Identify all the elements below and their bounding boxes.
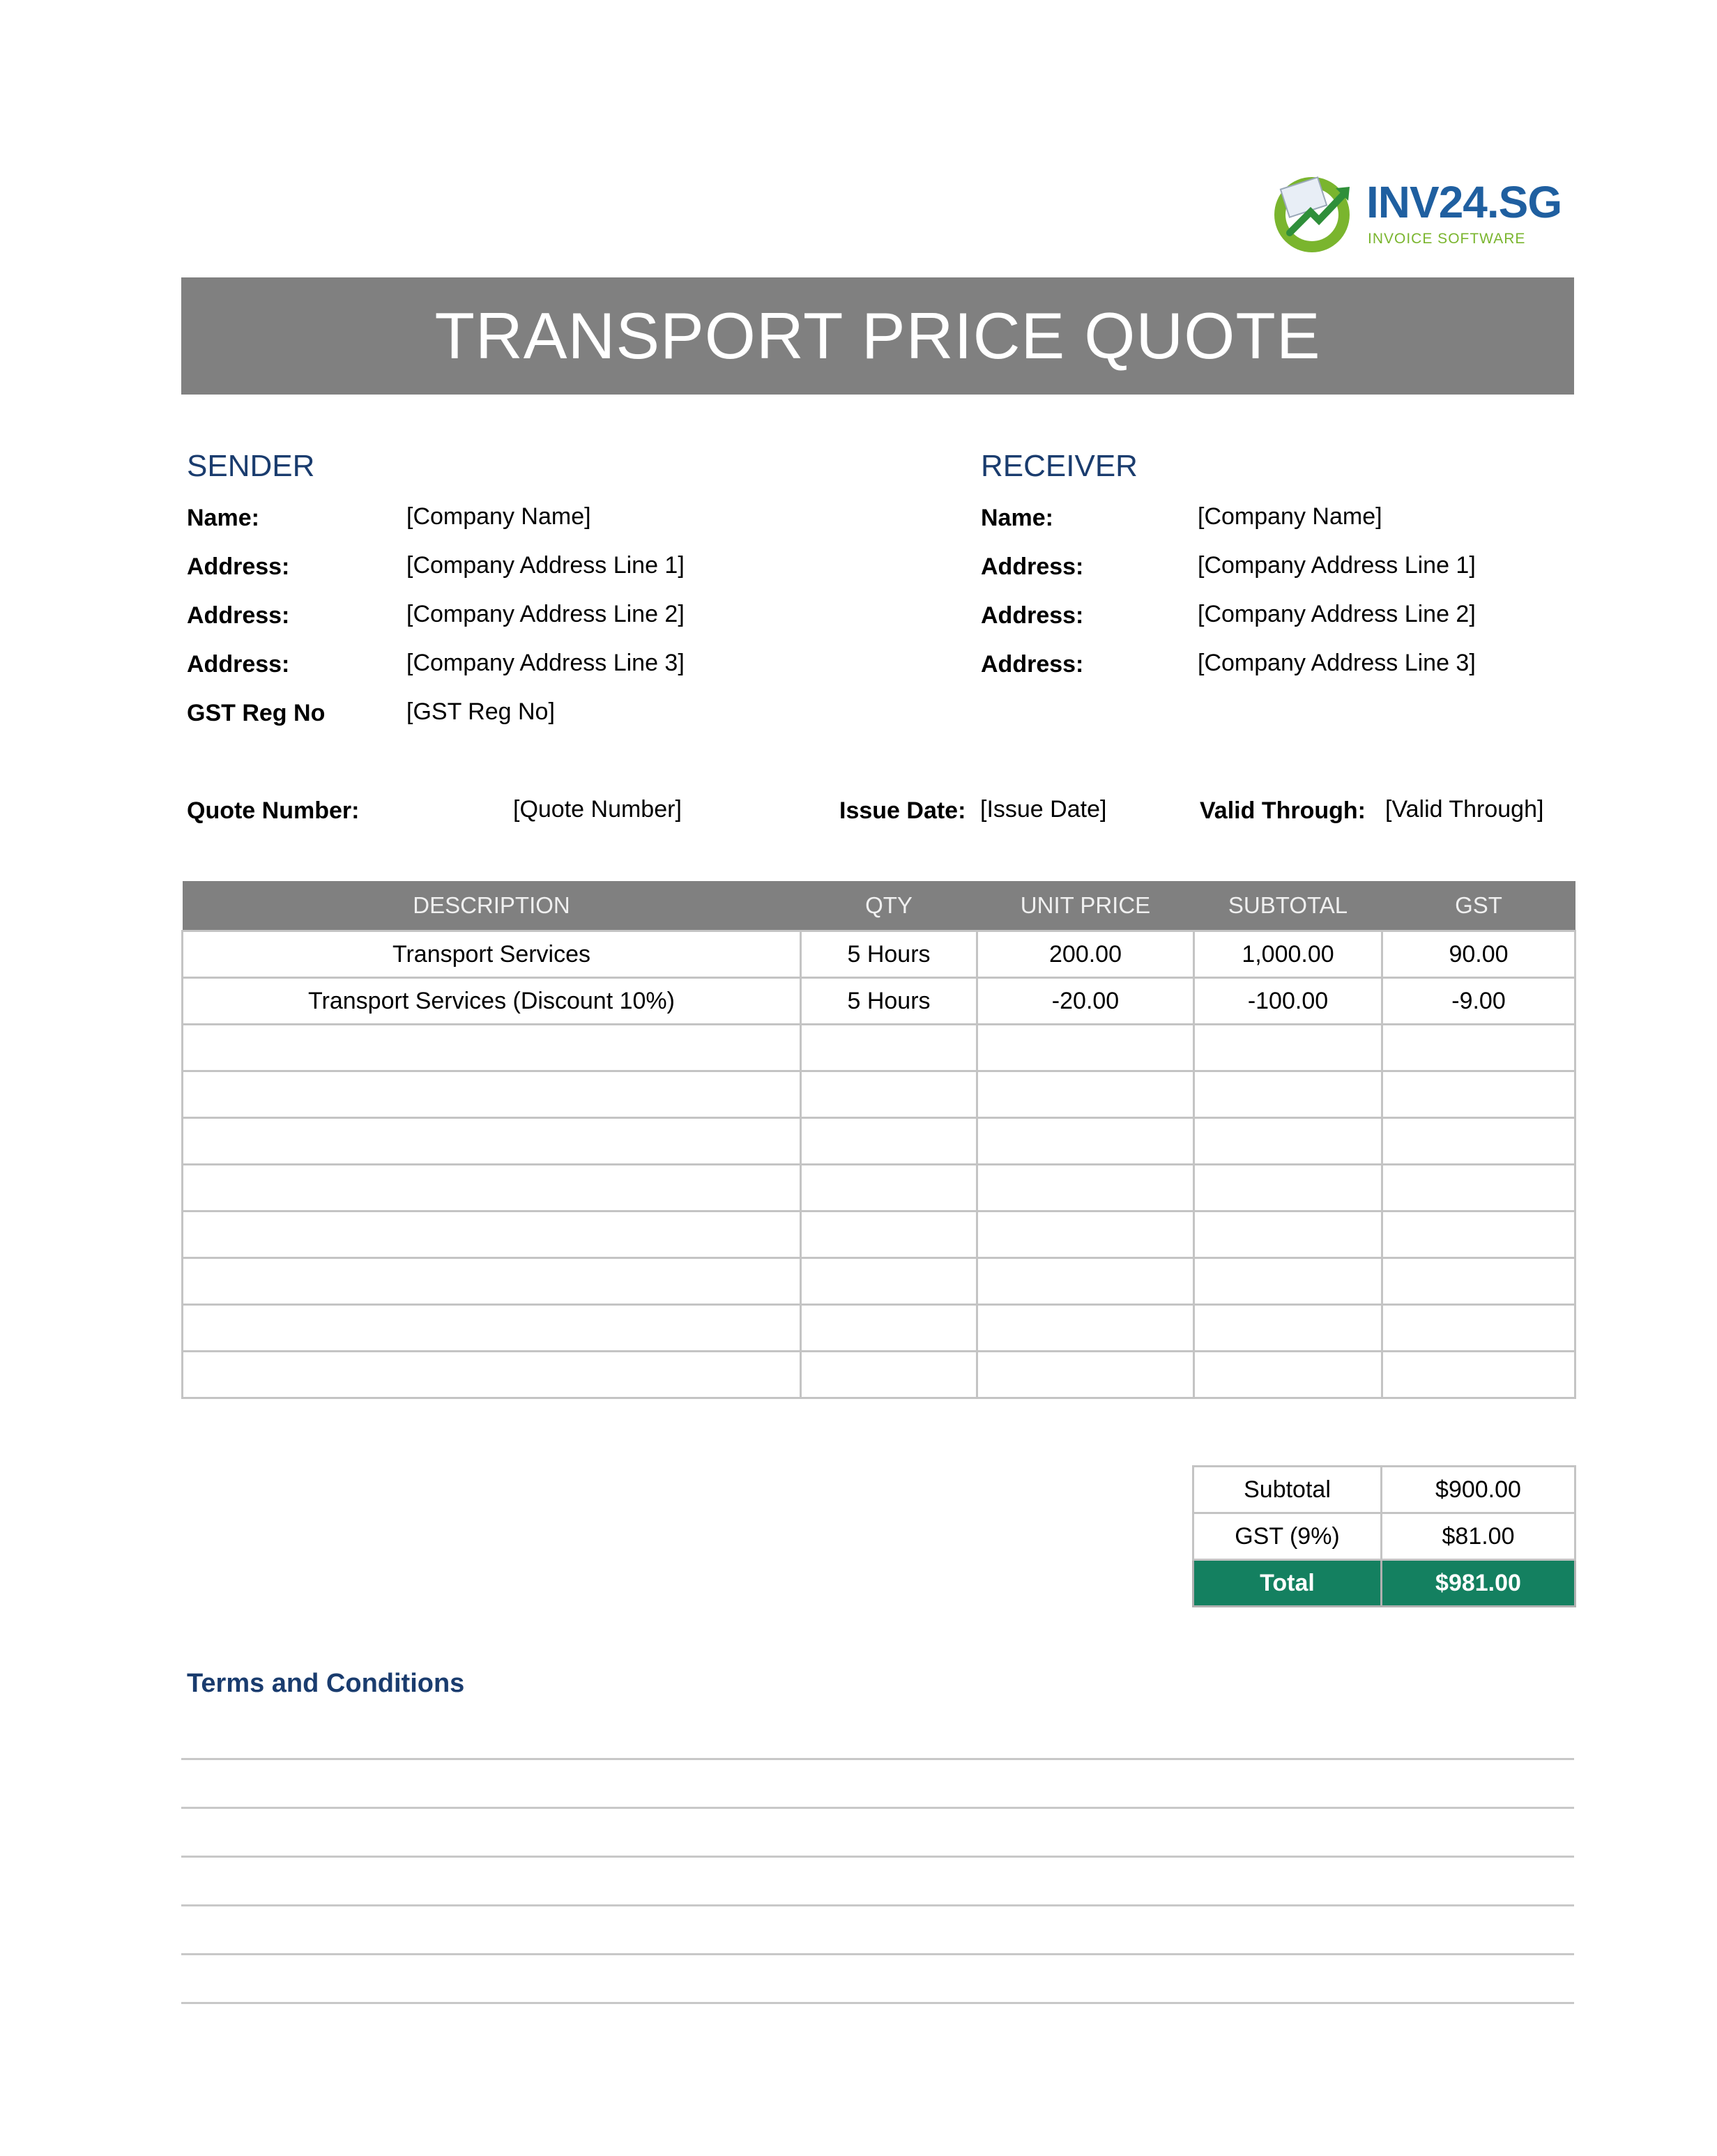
sender-name-value: [Company Name] xyxy=(406,503,591,530)
cell-description xyxy=(183,1211,801,1258)
cell-qty xyxy=(801,1211,977,1258)
issue-date-value: [Issue Date] xyxy=(980,796,1107,823)
quote-number-label: Quote Number: xyxy=(187,797,360,824)
receiver-address1-value: [Company Address Line 1] xyxy=(1198,552,1476,579)
gst-value: $81.00 xyxy=(1382,1513,1575,1560)
gst-label: GST (9%) xyxy=(1193,1513,1382,1560)
terms-line xyxy=(181,2002,1574,2004)
cell-gst: 90.00 xyxy=(1382,931,1575,978)
cell-qty xyxy=(801,1305,977,1352)
page-title: TRANSPORT PRICE QUOTE xyxy=(434,299,1321,372)
cell-qty: 5 Hours xyxy=(801,978,977,1025)
cell-description xyxy=(183,1352,801,1398)
cell-qty xyxy=(801,1071,977,1118)
cell-gst xyxy=(1382,1211,1575,1258)
cell-description xyxy=(183,1165,801,1211)
valid-through-value: [Valid Through] xyxy=(1385,796,1544,823)
cell-unit-price: 200.00 xyxy=(977,931,1194,978)
cell-qty: 5 Hours xyxy=(801,931,977,978)
terms-line xyxy=(181,1856,1574,1858)
cell-gst xyxy=(1382,1258,1575,1305)
cell-subtotal: 1,000.00 xyxy=(1194,931,1382,978)
cell-gst xyxy=(1382,1352,1575,1398)
table-row xyxy=(183,1211,1575,1258)
sender-address1-label: Address: xyxy=(187,553,290,580)
sender-gst-label: GST Reg No xyxy=(187,700,326,726)
receiver-address2-label: Address: xyxy=(981,602,1084,629)
cell-gst xyxy=(1382,1071,1575,1118)
sender-address2-label: Address: xyxy=(187,602,290,629)
receiver-name-label: Name: xyxy=(981,505,1053,531)
cell-subtotal: -100.00 xyxy=(1194,978,1382,1025)
header-qty: QTY xyxy=(801,881,977,931)
cell-description xyxy=(183,1305,801,1352)
table-row xyxy=(183,1258,1575,1305)
cell-subtotal xyxy=(1194,1071,1382,1118)
header-description: DESCRIPTION xyxy=(183,881,801,931)
terms-line xyxy=(181,1758,1574,1760)
cell-subtotal xyxy=(1194,1118,1382,1165)
cell-description xyxy=(183,1258,801,1305)
terms-line xyxy=(181,1953,1574,1955)
cell-subtotal xyxy=(1194,1025,1382,1071)
terms-line xyxy=(181,1807,1574,1809)
receiver-heading: RECEIVER xyxy=(981,449,1138,483)
terms-heading: Terms and Conditions xyxy=(187,1669,465,1698)
cell-description: Transport Services (Discount 10%) xyxy=(183,978,801,1025)
total-row xyxy=(1193,1560,1575,1607)
receiver-name-value: [Company Name] xyxy=(1198,503,1382,530)
cell-qty xyxy=(801,1118,977,1165)
items-header-row xyxy=(183,881,1575,931)
cell-unit-price xyxy=(977,1258,1194,1305)
header-gst: GST xyxy=(1382,881,1575,931)
sender-address3-value: [Company Address Line 3] xyxy=(406,650,685,676)
cell-unit-price xyxy=(977,1305,1194,1352)
issue-date-label: Issue Date: xyxy=(839,797,966,824)
sender-address3-label: Address: xyxy=(187,651,290,678)
logo-tagline: INVOICE SOFTWARE xyxy=(1368,231,1526,247)
cell-gst: -9.00 xyxy=(1382,978,1575,1025)
cell-qty xyxy=(801,1165,977,1211)
company-logo xyxy=(1269,165,1562,262)
sender-name-label: Name: xyxy=(187,505,259,531)
cell-unit-price xyxy=(977,1165,1194,1211)
total-value: $981.00 xyxy=(1382,1560,1575,1607)
cell-subtotal xyxy=(1194,1211,1382,1258)
cell-subtotal xyxy=(1194,1305,1382,1352)
cell-unit-price xyxy=(977,1025,1194,1071)
table-row xyxy=(183,1025,1575,1071)
cell-unit-price xyxy=(977,1211,1194,1258)
cell-description xyxy=(183,1118,801,1165)
subtotal-label: Subtotal xyxy=(1193,1467,1382,1513)
total-label: Total xyxy=(1193,1560,1382,1607)
table-row xyxy=(183,1118,1575,1165)
table-row xyxy=(183,1305,1575,1352)
cell-description: Transport Services xyxy=(183,931,801,978)
header-unit-price: UNIT PRICE xyxy=(977,881,1194,931)
cell-subtotal xyxy=(1194,1352,1382,1398)
cell-gst xyxy=(1382,1165,1575,1211)
cell-unit-price xyxy=(977,1352,1194,1398)
sender-address2-value: [Company Address Line 2] xyxy=(406,601,685,627)
items-table xyxy=(181,881,1576,1399)
cell-description xyxy=(183,1025,801,1071)
cell-gst xyxy=(1382,1305,1575,1352)
table-row xyxy=(183,1165,1575,1211)
receiver-address1-label: Address: xyxy=(981,553,1084,580)
cell-subtotal xyxy=(1194,1258,1382,1305)
title-banner xyxy=(181,277,1574,395)
receiver-address3-label: Address: xyxy=(981,651,1084,678)
receiver-address3-value: [Company Address Line 3] xyxy=(1198,650,1476,676)
subtotal-value: $900.00 xyxy=(1382,1467,1575,1513)
cell-qty xyxy=(801,1025,977,1071)
cell-qty xyxy=(801,1352,977,1398)
cell-qty xyxy=(801,1258,977,1305)
terms-line xyxy=(181,1904,1574,1906)
cell-unit-price: -20.00 xyxy=(977,978,1194,1025)
logo-name: INV24.SG xyxy=(1366,177,1562,227)
header-subtotal: SUBTOTAL xyxy=(1194,881,1382,931)
cell-description xyxy=(183,1071,801,1118)
receiver-address2-value: [Company Address Line 2] xyxy=(1198,601,1476,627)
sender-address1-value: [Company Address Line 1] xyxy=(406,552,685,579)
table-row xyxy=(183,1071,1575,1118)
sender-gst-value: [GST Reg No] xyxy=(406,698,555,725)
gst-row xyxy=(1193,1513,1575,1560)
table-row xyxy=(183,931,1575,978)
cell-unit-price xyxy=(977,1071,1194,1118)
totals-table xyxy=(1192,1465,1576,1607)
cell-subtotal xyxy=(1194,1165,1382,1211)
cell-unit-price xyxy=(977,1118,1194,1165)
logo-graphic xyxy=(1269,165,1366,262)
table-row xyxy=(183,978,1575,1025)
subtotal-row xyxy=(1193,1467,1575,1513)
cell-gst xyxy=(1382,1118,1575,1165)
cell-gst xyxy=(1382,1025,1575,1071)
valid-through-label: Valid Through: xyxy=(1200,797,1366,824)
sender-heading: SENDER xyxy=(187,449,315,483)
quote-number-value: [Quote Number] xyxy=(513,796,682,823)
table-row xyxy=(183,1352,1575,1398)
